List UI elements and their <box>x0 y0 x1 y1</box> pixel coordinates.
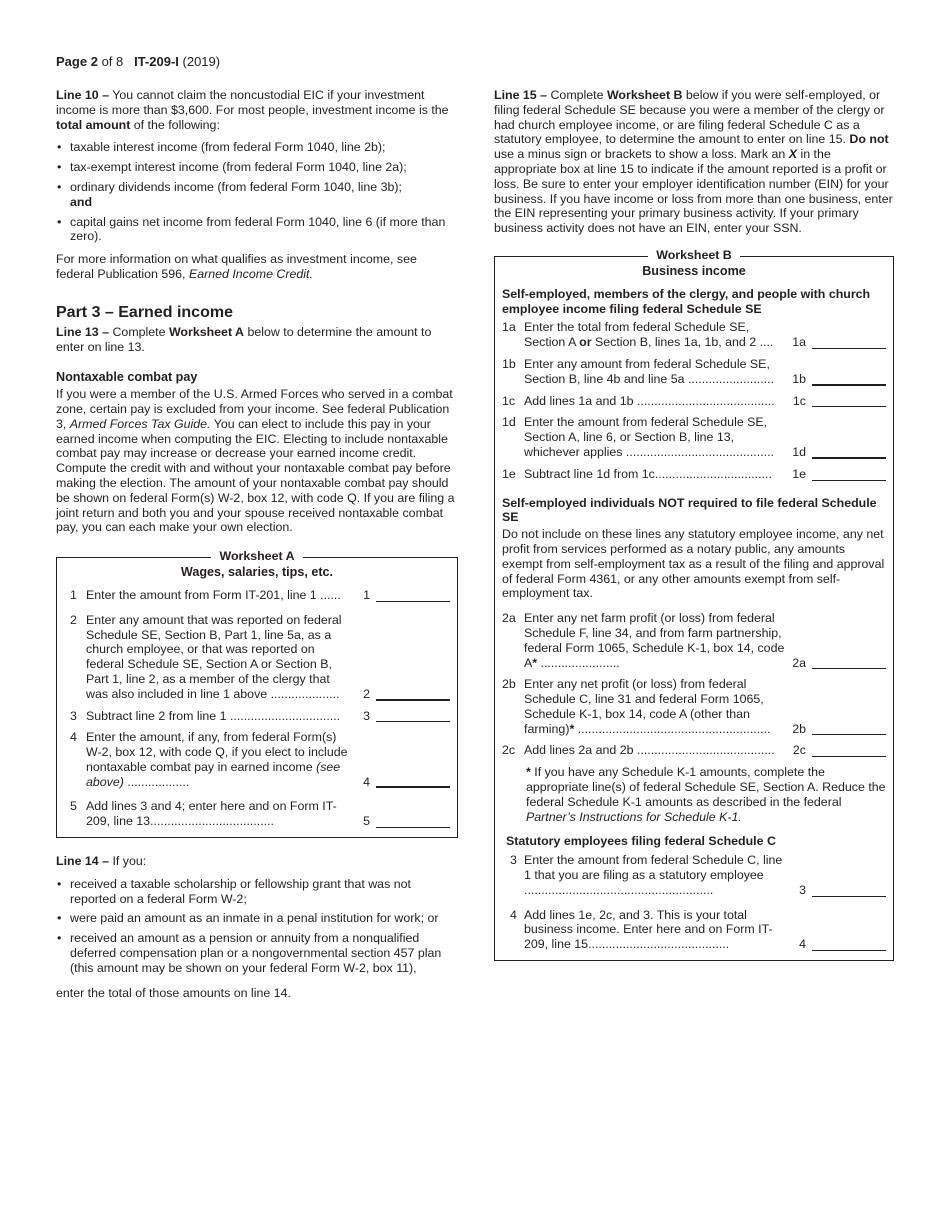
line-text: Enter the amount from federal Schedule C, line 1 that you are filing as a statutory employee ....................................................... <box>524 853 783 897</box>
more-info-italic: Earned Income Credit. <box>188 266 313 281</box>
line-number: 2b <box>502 677 516 692</box>
line-number: 1a <box>502 320 516 335</box>
more-info-text: For more information on what qualifies as investment income, see federal Publication 596, <box>56 252 417 281</box>
line13-text-a: Complete <box>109 324 169 339</box>
worksheet-a-line-4 <box>64 730 450 789</box>
amount-field[interactable] <box>376 774 450 788</box>
line-text: Add lines 1a and 1b ........................................ <box>524 393 775 408</box>
form-year: (2019) <box>182 54 221 69</box>
line-ref: 3 <box>799 882 806 897</box>
worksheet-b-line-1d <box>502 415 886 459</box>
line-ref: 2a <box>792 655 806 670</box>
line-number: 1d <box>502 415 516 430</box>
worksheet-b-line-4 <box>502 908 886 952</box>
combat-text-b: You can elect to include this pay in your earned income when computing the EIC. Electing to include nontaxable combat pay may increase or decrease your earned income credit. Compute the credit with and without your nontaxable combat pay before making the election. The amount of your nontaxable combat pay should be shown on federal Form(s) W-2, box 12, with code Q. If you are filing a joint return and both you and your spouse received nontaxable combat pay, you can each make your own election. <box>56 416 455 535</box>
line10-text-b: of the following: <box>130 117 220 132</box>
line-number: 1c <box>502 393 516 408</box>
line14-list <box>56 877 458 976</box>
line-text: Enter any amount from federal Schedule SE, Section B, line 4b and line 5a ......................... <box>524 356 775 386</box>
line-ref: 5 <box>363 814 370 829</box>
amount-field[interactable] <box>376 589 450 602</box>
worksheet-b-line-1b <box>502 357 886 387</box>
combat-italic: Armed Forces Tax Guide. <box>69 416 211 431</box>
amount-field[interactable] <box>812 468 886 481</box>
worksheet-a <box>56 549 458 838</box>
line-text-star: * <box>569 721 575 736</box>
line-number: 5 <box>70 799 77 814</box>
worksheet-b-heading-2-text: Do not include on these lines any statutory employee income, any net profit from services performed as a notary public, any amounts exempt from self-employment tax as a result of the filing and approval of federal Form 4361, or any other amounts exempt from self-employment tax. <box>502 527 885 601</box>
left-column <box>56 88 458 1008</box>
line-text <box>524 611 788 670</box>
line-text-star: * <box>532 655 538 670</box>
amount-field[interactable] <box>812 744 886 757</box>
worksheet-b-line-1c <box>502 394 886 409</box>
line-ref: 1e <box>792 466 806 481</box>
line-text-or: or <box>579 335 592 350</box>
line10-lead: Line 10 – <box>56 88 110 102</box>
list-item: • taxable interest income (from federal Form 1040, line 2b); <box>56 140 458 155</box>
line-ref: 4 <box>363 774 370 789</box>
worksheet-b-line-1e <box>502 467 886 482</box>
line-text <box>524 320 788 350</box>
line13-lead: Line 13 – <box>56 324 110 339</box>
line-number: 3 <box>70 708 77 723</box>
line10-bold: total amount <box>56 117 131 132</box>
line-text-dots: ........................................................ <box>574 721 771 736</box>
line-ref: 1b <box>792 371 806 386</box>
amount-field[interactable] <box>812 884 886 897</box>
line-text: Enter any amount that was reported on federal Schedule SE, Section B, Part 1, line 5a, as a church employee, or that was reported on federal Schedule SE, Section A or Section B, Part 1, line 2, as a member of the clergy that was also included in line 1 above .................... <box>86 612 342 701</box>
line-text: Subtract line 1d from 1c.................................. <box>524 466 772 481</box>
worksheet-a-title-text: Worksheet A <box>211 549 302 563</box>
line-text-a: Enter any net profit (or loss) from federal Schedule C, line 31 and federal Form 1065, Schedule K-1, box 14, code A (other than farming) <box>524 677 764 736</box>
more-info-paragraph <box>56 252 458 282</box>
list-item: • received an amount as a pension or annuity from a nonqualified deferred compensation plan or a nongovernmental section 457 plan (this amount may be shown on your federal Form W-2, box 11), <box>56 931 458 975</box>
line15-text-d: in the appropriate box at line 15 to indicate if the amount reported is a profit or loss. Be sure to enter your employer identification number (EIN) for your business. If you have income or loss from more than one business, enter the EIN representing your primary business activity. If your primary business activity does not have an EIN, enter your SSN. <box>494 147 893 236</box>
line15-text-c: use a minus sign or brackets to show a loss. Mark an <box>494 147 789 162</box>
line14-text: If you: <box>109 854 147 869</box>
worksheet-b-line-2c <box>502 743 886 758</box>
list-item-text: ordinary dividends income (from federal Form 1040, line 3b); <box>70 179 402 194</box>
line-ref: 1a <box>792 335 806 350</box>
line13-bold: Worksheet A <box>168 324 245 339</box>
line15-x: X <box>788 147 798 162</box>
line-number: 1e <box>502 466 516 481</box>
amount-field[interactable] <box>812 372 886 386</box>
list-item <box>56 180 458 210</box>
note-text: If you have any Schedule K-1 amounts, complete the appropriate line(s) of federal Schedule SE, Section A. Reduce the federal Schedule K-1 amounts as described in the federal <box>526 765 886 809</box>
line14-end: enter the total of those amounts on line 14. <box>56 985 291 1000</box>
combat-text-a: If you were a member of the U.S. Armed Forces who served in a combat zone, certain pay is excluded from your income. See federal Publication 3, <box>56 387 453 431</box>
line15-lead: Line 15 – <box>494 88 548 102</box>
worksheet-a-line-1 <box>64 588 450 603</box>
line-ref: 2 <box>363 686 370 701</box>
form-number: IT-209-I <box>134 54 179 69</box>
line15-bold: Worksheet B <box>606 88 683 102</box>
worksheet-b-title <box>495 248 893 263</box>
amount-field[interactable] <box>812 445 886 459</box>
line-ref: 2b <box>792 721 806 736</box>
worksheet-b-line-2b <box>502 677 886 736</box>
page-of: of 8 <box>101 54 124 69</box>
amount-field[interactable] <box>812 938 886 951</box>
amount-field[interactable] <box>812 394 886 407</box>
worksheet-a-subtitle: Wages, salaries, tips, etc. <box>180 565 334 580</box>
combat-pay-paragraph <box>56 387 458 535</box>
worksheet-b <box>494 247 894 961</box>
amount-field[interactable] <box>812 336 886 349</box>
line-ref: 1 <box>363 587 370 602</box>
amount-field[interactable] <box>376 815 450 828</box>
line-text-a: Enter any net farm profit (or loss) from federal Schedule F, line 34, and from farm partnership, federal Form 1065, Schedule K-1, box 14, code A <box>524 611 785 670</box>
worksheet-a-line-2 <box>64 613 450 702</box>
line14-paragraph <box>56 854 458 869</box>
list-item-and: and <box>70 194 93 209</box>
worksheet-a-line-5 <box>64 799 450 829</box>
line-ref: 1d <box>792 444 806 459</box>
line-text-a: Enter the amount, if any, from federal Form(s) W-2, box 12, with code Q, if you elect to include nontaxable combat pay in earned income <box>86 730 348 774</box>
line-text-italic: (see above) <box>86 759 341 789</box>
line-number: 1b <box>502 356 516 371</box>
right-column <box>494 88 894 961</box>
schedule-k1-note <box>502 765 886 824</box>
line-text: Add lines 3 and 4; enter here and on Form IT-209, line 13.................................... <box>86 799 337 829</box>
line-text: Subtract line 2 from line 1 ................................ <box>86 708 341 723</box>
worksheet-a-title <box>57 549 457 564</box>
line-ref: 1c <box>792 393 806 408</box>
worksheet-b-heading-1: Self-employed, members of the clergy, and people with church employee income filing federal Schedule SE <box>502 286 871 316</box>
line-text-dots: ....................... <box>537 655 620 670</box>
line-ref: 2c <box>792 743 806 758</box>
list-item: • tax-exempt interest income (from federal Form 1040, line 2a); <box>56 160 458 175</box>
line15-text-b: below if you were self-employed, or filing federal Schedule SE because you were a member of the clergy or had church employee income, or are filing federal Schedule C as a statutory employee, to determine the amount to enter on line 15. <box>494 88 885 147</box>
line15-donot: Do not <box>849 132 889 147</box>
worksheet-a-line-3 <box>64 709 450 724</box>
line13-paragraph <box>56 325 458 355</box>
list-item: • were paid an amount as an inmate in a penal institution for work; or <box>56 911 458 926</box>
line-text-b: Section B, lines 1a, 1b, and 2 .... <box>591 335 774 350</box>
worksheet-b-line-1a <box>502 320 886 350</box>
worksheet-b-subtitle: Business income <box>642 263 746 278</box>
line10-text-a: You cannot claim the noncustodial EIC if your investment income is more than $3,600. For most people, investment income is the <box>56 88 449 117</box>
line-text <box>86 730 352 789</box>
worksheet-b-heading-3: Statutory employees filing federal Schedule C <box>506 834 776 849</box>
worksheet-b-heading-2: Self-employed individuals NOT required to file federal Schedule SE <box>502 495 877 525</box>
amount-field[interactable] <box>376 687 450 701</box>
line-ref: 4 <box>799 937 806 952</box>
amount-field[interactable] <box>812 722 886 735</box>
combat-pay-title: Nontaxable combat pay <box>56 370 198 385</box>
line-number: 1 <box>70 587 77 602</box>
line15-paragraph <box>494 88 894 236</box>
list-item: • received a taxable scholarship or fellowship grant that was not reported on a federal Form W-2; <box>56 877 458 907</box>
worksheet-b-line-2a <box>502 611 886 670</box>
line-text: Enter the amount from federal Schedule SE, Section A, line 6, or Section B, line 13, whichever applies ........................................... <box>524 415 774 459</box>
worksheet-b-line-3 <box>502 853 886 897</box>
line-text-b: .................. <box>123 774 190 789</box>
line-number: 2a <box>502 611 516 626</box>
investment-income-list <box>56 140 458 244</box>
line-number: 2c <box>502 743 516 758</box>
amount-field[interactable] <box>376 709 450 722</box>
line10-paragraph <box>56 88 458 132</box>
line-number: 4 <box>510 907 517 922</box>
amount-field[interactable] <box>812 656 886 669</box>
line-text: Enter the amount from Form IT-201, line 1 ...... <box>86 587 341 602</box>
line-text-a: Enter the total from federal Schedule SE, Section A <box>524 320 750 350</box>
line14-lead: Line 14 – <box>56 854 110 869</box>
line-text: Add lines 2a and 2b ........................................ <box>524 743 775 758</box>
page-label: Page <box>56 54 88 69</box>
note-italic: Partner’s Instructions for Schedule K-1. <box>526 809 742 824</box>
worksheet-b-title-text: Worksheet B <box>648 248 740 262</box>
note-star: * <box>526 765 531 780</box>
page-number: 2 <box>90 54 98 69</box>
line-text <box>524 677 788 736</box>
list-item: • capital gains net income from federal Form 1040, line 6 (if more than zero). <box>56 215 458 245</box>
line-text: Add lines 1e, 2c, and 3. This is your total business income. Enter here and on Form IT-209, line 15......................................... <box>524 907 773 952</box>
line-ref: 3 <box>363 708 370 723</box>
line-number: 4 <box>70 730 77 745</box>
page-header <box>56 55 220 70</box>
line-number: 3 <box>510 853 517 868</box>
line13-text-b: below to determine the amount to enter on line 13. <box>56 324 432 354</box>
line15-text-a: Complete <box>547 88 607 102</box>
part3-title: Part 3 – Earned income <box>56 303 233 321</box>
line-number: 2 <box>70 612 77 627</box>
